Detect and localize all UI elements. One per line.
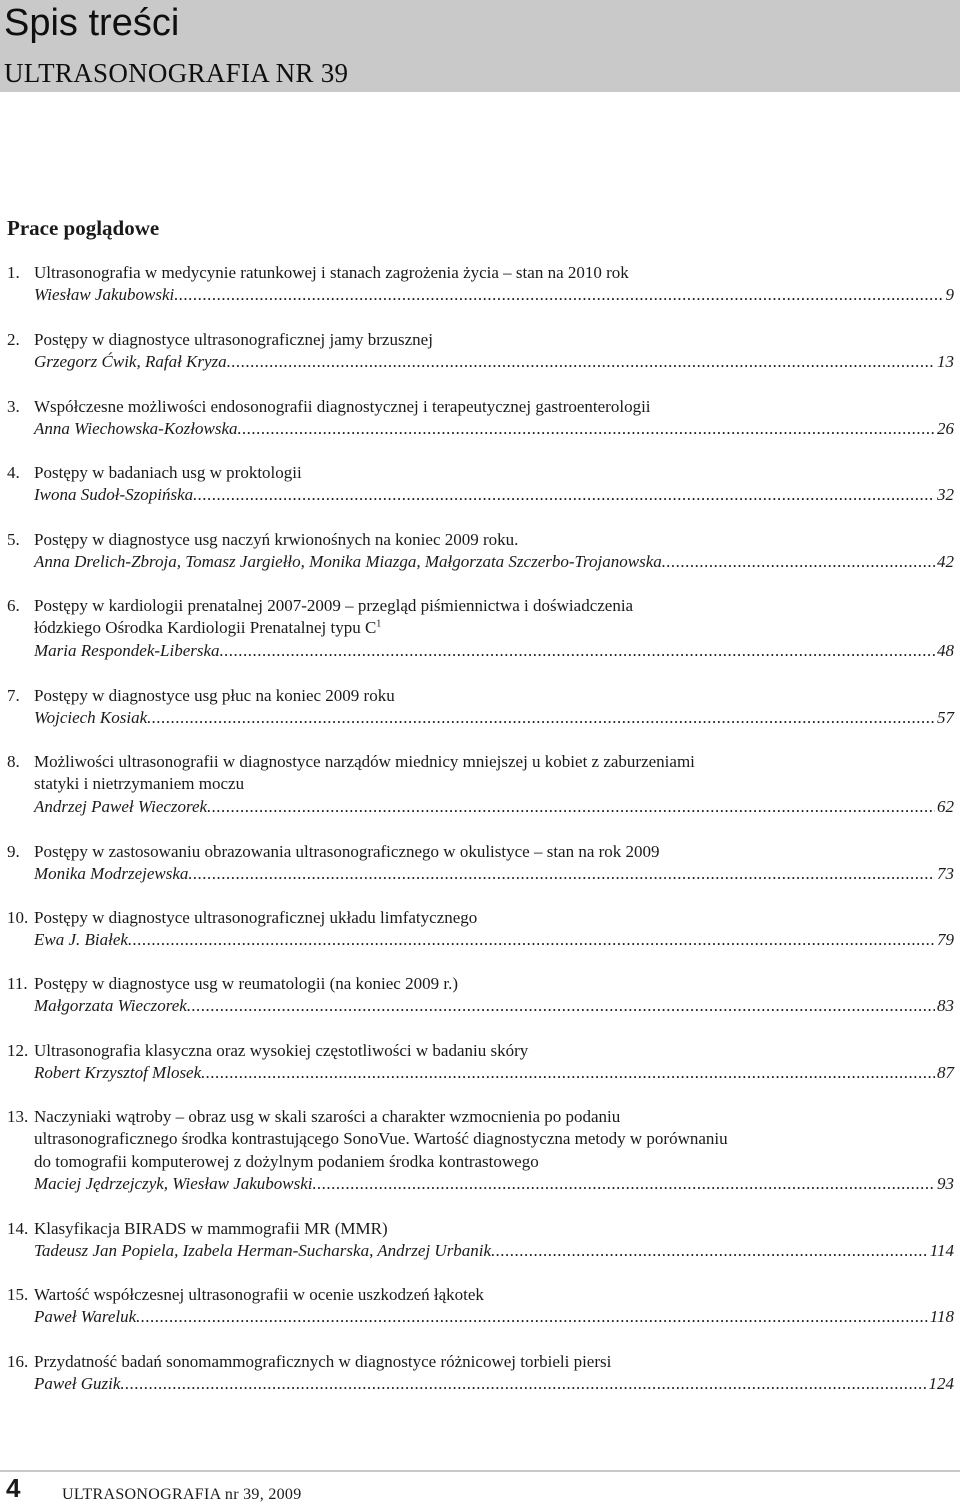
- dot-leader: [120, 1373, 926, 1395]
- entry-authors: Robert Krzysztof Mlosek: [34, 1063, 202, 1083]
- entry-page-number: 114: [929, 1241, 954, 1261]
- entry-number: 8.: [7, 752, 20, 771]
- entry-title-line: [34, 595, 633, 617]
- entry-number: 2.: [7, 330, 20, 349]
- entry-page-number: 93: [937, 1173, 954, 1193]
- entry-title-text: Postępy w diagnostyce usg płuc na koniec 2009 roku: [34, 686, 395, 705]
- entry-title-text: Postępy w diagnostyce usg naczyń krwionośnych na koniec 2009 roku.: [34, 530, 519, 549]
- entry-number: 14.: [7, 1219, 29, 1238]
- entry-title-text: Przydatność badań sonomammograficznych w diagnostyce różnicowej torbieli piersi: [34, 1352, 612, 1371]
- entry-authors: Anna Wiechowska-Kozłowska: [34, 419, 238, 439]
- entry-number: 5.: [7, 530, 20, 549]
- entry-number: 1.: [7, 263, 20, 282]
- entry-title-line: [34, 841, 660, 863]
- entry-title-line: [34, 1284, 484, 1306]
- entry-authors: Paweł Wareluk: [34, 1307, 137, 1327]
- entry-title-text: Postępy w kardiologii prenatalnej 2007-2009 – przegląd piśmiennictwa i doświadczenia: [34, 596, 634, 615]
- entry-title-line: [34, 1106, 620, 1128]
- entry-title-text: Postępy w zastosowaniu obrazowania ultrasonograficznego w okulistyce – stan na rok 2009: [34, 842, 660, 861]
- entry-authors: Paweł Guzik: [34, 1374, 121, 1394]
- entry-number: 10.: [7, 908, 29, 927]
- entry-page-number: 62: [937, 796, 954, 816]
- entry-title-text: Naczyniaki wątroby – obraz usg w skali szarości a charakter wzmocnienia po podaniu: [34, 1107, 621, 1126]
- dot-leader: [201, 1062, 935, 1084]
- entry-title-line: [34, 396, 651, 418]
- entry-number: 13.: [7, 1107, 29, 1126]
- entry-title-line: [34, 1128, 728, 1150]
- entry-title-line: [34, 1351, 611, 1373]
- entry-author-row: [34, 863, 954, 885]
- entry-title-text: Postępy w badaniach usg w proktologii: [34, 463, 302, 482]
- dot-leader: [188, 863, 935, 885]
- entry-number: 6.: [7, 596, 20, 615]
- entry-title-text: Postępy w diagnostyce usg w reumatologii (na koniec 2009 r.): [34, 974, 458, 993]
- entry-page-number: 32: [937, 485, 954, 505]
- entry-authors: Tadeusz Jan Popiela, Izabela Herman-Sucharska, Andrzej Urbanik: [34, 1241, 492, 1261]
- entry-authors: Anna Drelich-Zbroja, Tomasz Jargiełło, Monika Miazga, Małgorzata Szczerbo-Trojanowska: [34, 552, 662, 572]
- footer-journal: ULTRASONOGRAFIA nr 39, 2009: [62, 1486, 302, 1503]
- footer-divider: [0, 1470, 960, 1472]
- dot-leader: [207, 796, 935, 818]
- entry-title-text: Klasyfikacja BIRADS w mammografii MR (MMR): [34, 1219, 388, 1238]
- entry-page-number: 87: [937, 1063, 954, 1083]
- entry-page-number: 48: [937, 640, 954, 660]
- dot-leader: [193, 484, 935, 506]
- entry-title-line: [34, 1040, 528, 1062]
- entry-number: 11.: [7, 974, 28, 993]
- entry-authors: Ewa J. Białek: [34, 930, 128, 950]
- superscript: 1: [376, 618, 382, 630]
- entry-title-line: [34, 773, 244, 795]
- footer-page-number: 4: [6, 1473, 21, 1503]
- entry-title-line: [34, 262, 629, 284]
- dot-leader: [238, 418, 935, 440]
- entry-author-row: [34, 551, 954, 573]
- dot-leader: [147, 707, 935, 729]
- entry-page-number: 9: [945, 285, 954, 305]
- entry-title-text: łódzkiego Ośrodka Kardiologii Prenatalnej typu C: [34, 618, 377, 638]
- entry-author-row: [34, 929, 954, 951]
- entry-authors: Monika Modrzejewska: [34, 864, 189, 884]
- dot-leader: [174, 284, 943, 306]
- entry-title-line: [34, 329, 433, 351]
- entry-page-number: 57: [937, 708, 954, 728]
- entry-title-text: Ultrasonografia w medycynie ratunkowej i stanach zagrożenia życia – stan na 2010 rok: [34, 263, 629, 282]
- header-band: [0, 0, 960, 92]
- entry-authors: Iwona Sudoł-Szopińska: [34, 485, 194, 505]
- entry-title-line: [34, 973, 458, 995]
- entry-author-row: [34, 284, 954, 306]
- entry-title-line: [34, 529, 518, 551]
- section-title: Prace poglądowe: [7, 216, 160, 240]
- entry-number: 4.: [7, 463, 20, 482]
- entry-title-line: [34, 1218, 388, 1240]
- entry-page-number: 42: [937, 552, 954, 572]
- entry-authors: Maciej Jędrzejczyk, Wiesław Jakubowski: [34, 1173, 313, 1193]
- entry-authors: Grzegorz Ćwik, Rafał Kryza: [34, 352, 227, 372]
- entry-title-line: [34, 1151, 539, 1173]
- entry-title-line: [34, 617, 381, 639]
- entry-title-text: Postępy w diagnostyce ultrasonograficznej układu limfatycznego: [34, 908, 478, 927]
- entry-page-number: 118: [929, 1307, 954, 1327]
- entry-author-row: [34, 1240, 954, 1262]
- entry-page-number: 13: [937, 352, 954, 372]
- entry-page-number: 124: [928, 1374, 954, 1394]
- entry-page-number: 79: [937, 930, 954, 950]
- page-title: Spis treści: [4, 2, 180, 44]
- entry-title-line: [34, 907, 477, 929]
- entry-author-row: [34, 995, 954, 1017]
- entry-authors: Wiesław Jakubowski: [34, 285, 175, 305]
- dot-leader: [128, 929, 935, 951]
- entry-author-row: [34, 351, 954, 373]
- entry-author-row: [34, 640, 954, 662]
- entry-title-text: ultrasonograficznego środka kontrastującego SonoVue. Wartość diagnostyczna metody w porównaniu: [34, 1129, 728, 1149]
- entry-number: 7.: [7, 686, 20, 705]
- entry-title-text: statyki i nietrzymaniem moczu: [34, 774, 245, 794]
- entry-title-text: Współczesne możliwości endosonografii diagnostycznej i terapeutycznej gastroenterologii: [34, 397, 651, 416]
- entry-author-row: [34, 1173, 954, 1195]
- entry-number: 12.: [7, 1041, 29, 1060]
- dot-leader: [220, 640, 935, 662]
- entry-number: 9.: [7, 842, 20, 861]
- entry-number: 15.: [7, 1285, 29, 1304]
- entry-page-number: 83: [937, 996, 954, 1016]
- entry-author-row: [34, 1373, 954, 1395]
- entry-title-text: Ultrasonografia klasyczna oraz wysokiej częstotliwości w badaniu skóry: [34, 1041, 529, 1060]
- dot-leader: [662, 551, 935, 573]
- dot-leader: [227, 351, 935, 373]
- entry-page-number: 26: [937, 419, 954, 439]
- entry-title-line: [34, 462, 302, 484]
- entry-authors: Małgorzata Wieczorek: [34, 996, 187, 1016]
- entry-title-line: [34, 685, 395, 707]
- entry-title-line: [34, 751, 695, 773]
- dot-leader: [136, 1306, 928, 1328]
- entry-authors: Maria Respondek-Liberska: [34, 640, 220, 660]
- dot-leader: [313, 1173, 935, 1195]
- entry-number: 3.: [7, 397, 20, 416]
- dot-leader: [491, 1240, 928, 1262]
- entry-title-text: Możliwości ultrasonografii w diagnostyce narządów miednicy mniejszej u kobiet z zaburzeniami: [34, 752, 695, 771]
- entry-title-text: do tomografii komputerowej z dożylnym podaniem środka kontrastowego: [34, 1151, 539, 1171]
- entry-title-text: Wartość współczesnej ultrasonografii w ocenie uszkodzeń łąkotek: [34, 1285, 484, 1304]
- entry-authors: Andrzej Paweł Wieczorek: [34, 796, 208, 816]
- dot-leader: [187, 995, 935, 1017]
- entry-author-row: [34, 707, 954, 729]
- entry-author-row: [34, 484, 954, 506]
- entry-author-row: [34, 796, 954, 818]
- entry-page-number: 73: [937, 864, 954, 884]
- page-subtitle: ULTRASONOGRAFIA NR 39: [4, 58, 349, 88]
- entry-title-text: Postępy w diagnostyce ultrasonograficznej jamy brzusznej: [34, 330, 433, 349]
- entry-author-row: [34, 1306, 954, 1328]
- entry-author-row: [34, 418, 954, 440]
- entry-authors: Wojciech Kosiak: [34, 708, 148, 728]
- entry-author-row: [34, 1062, 954, 1084]
- entry-number: 16.: [7, 1352, 29, 1371]
